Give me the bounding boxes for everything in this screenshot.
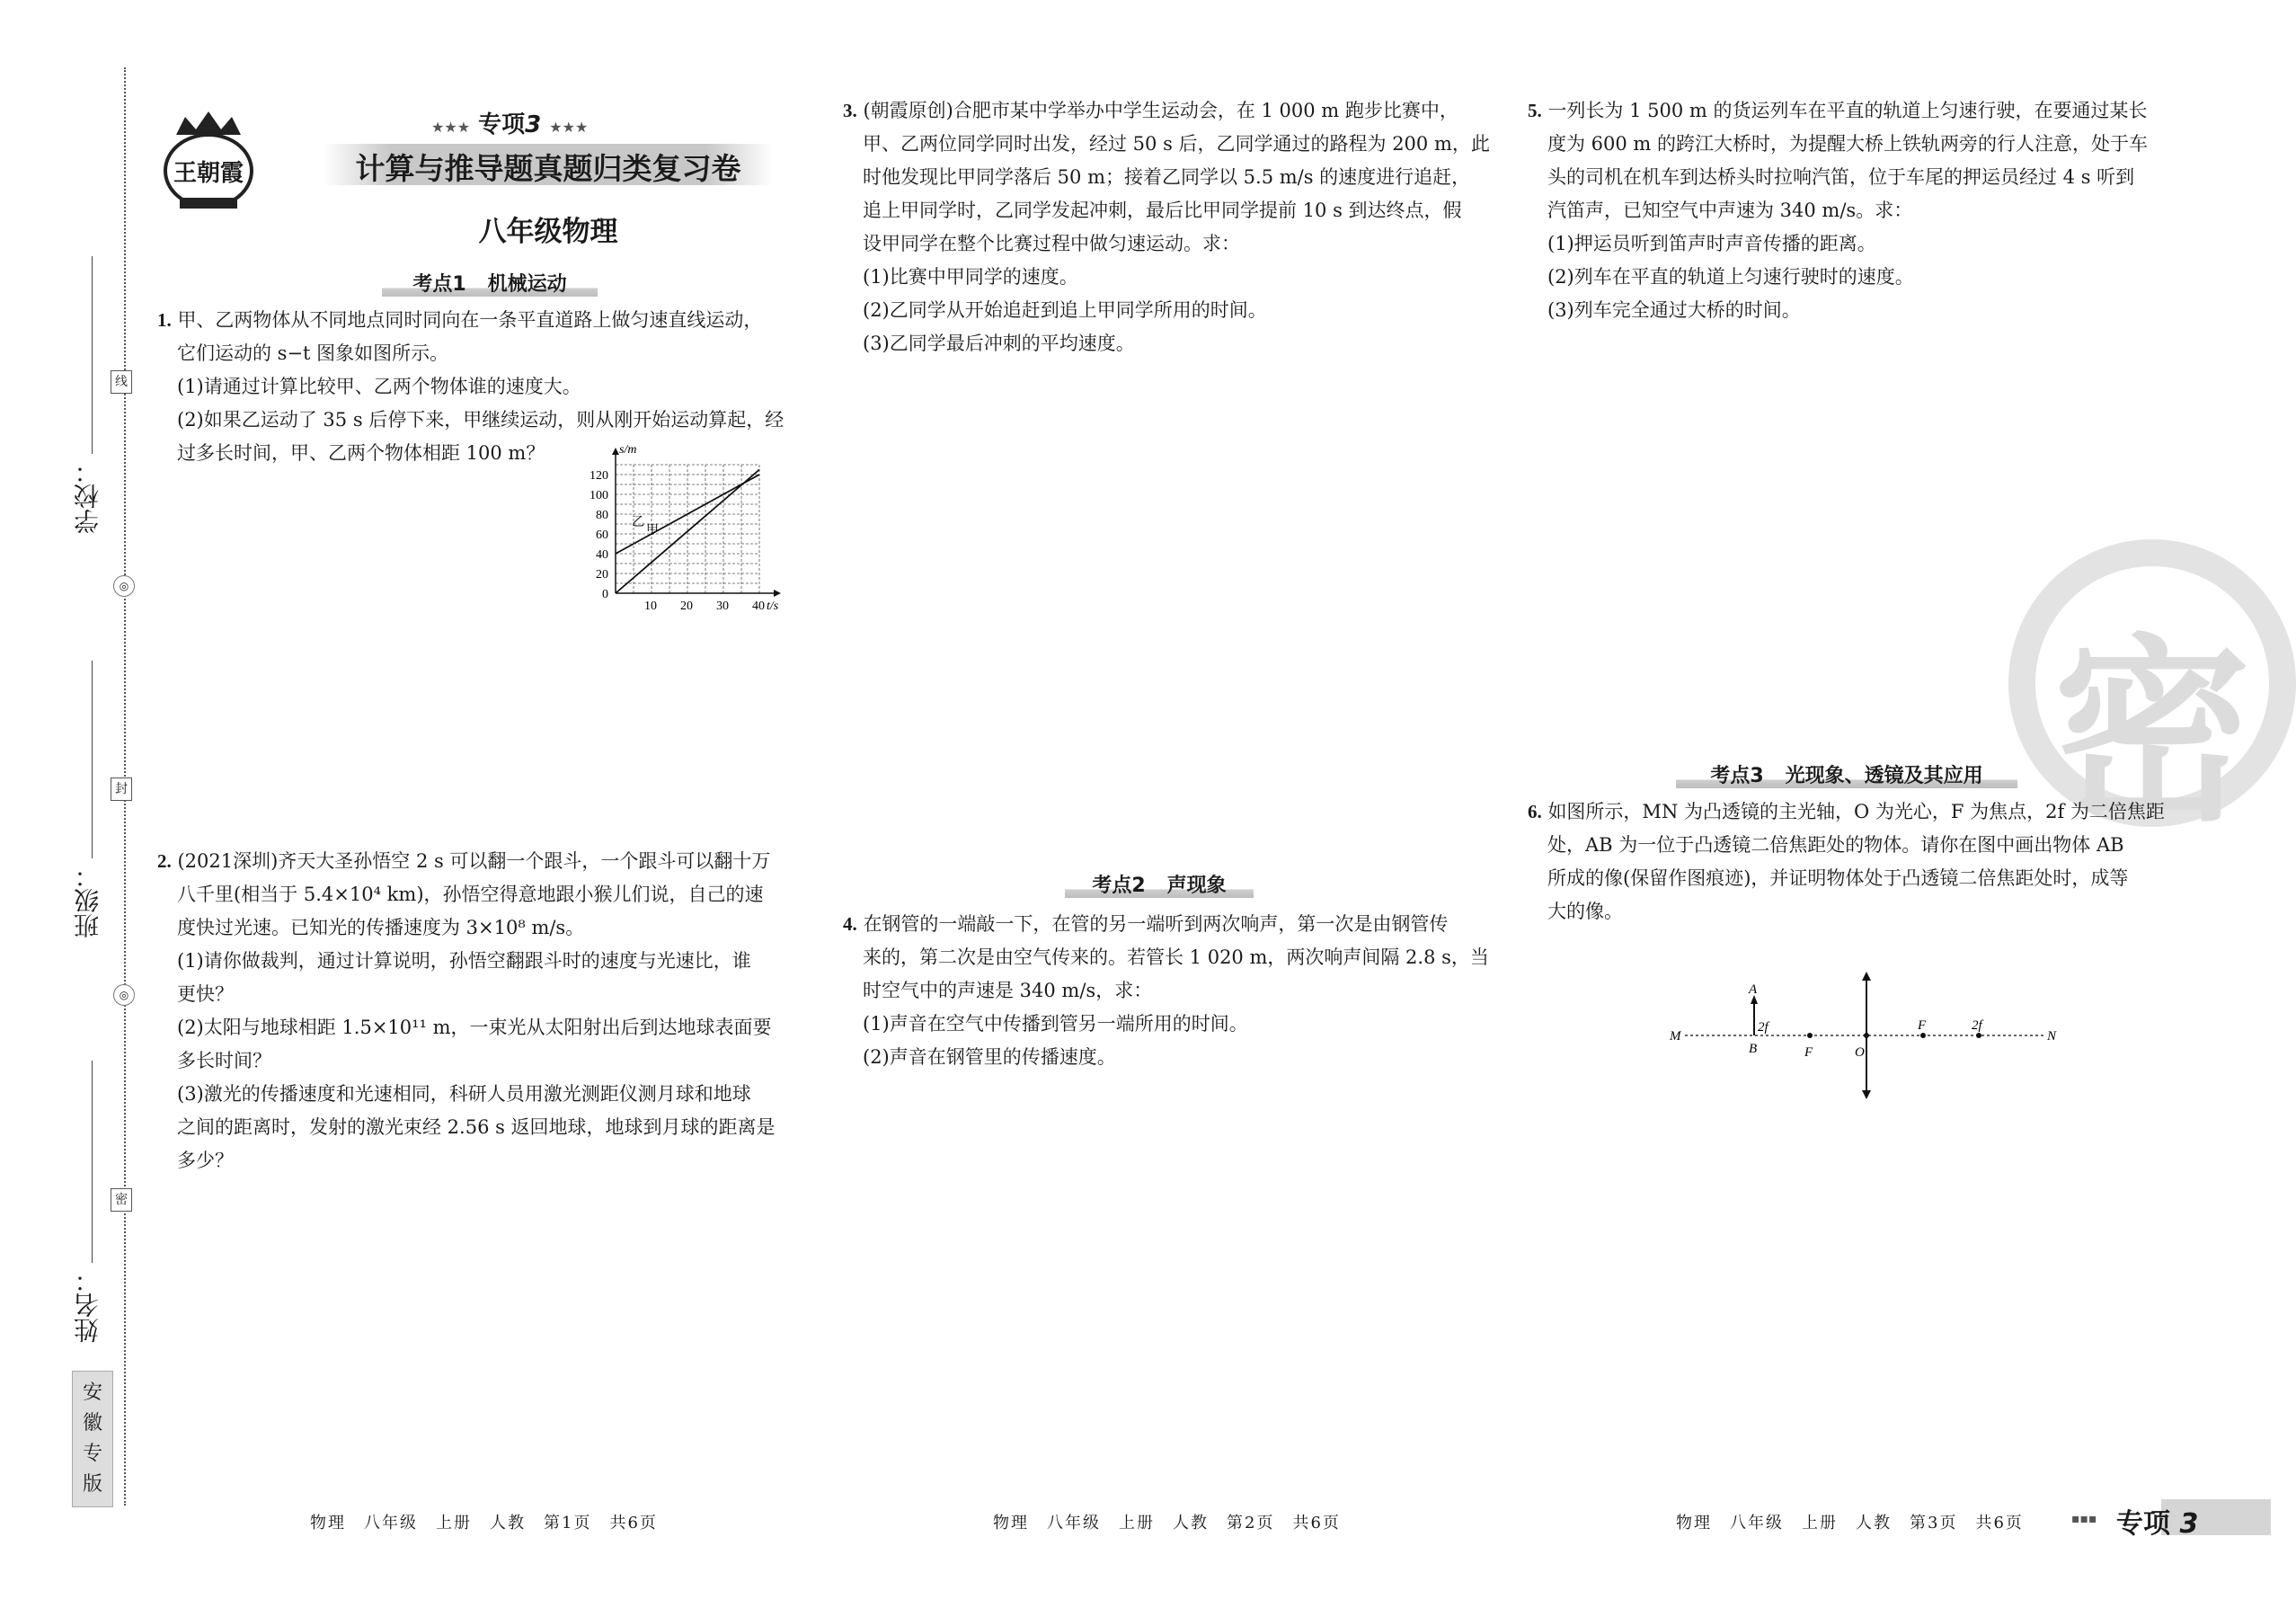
edition-badge: 安 徽 专 版: [72, 1371, 113, 1507]
binding-box-seal: 封: [111, 777, 132, 801]
x-tick-label: 20: [680, 600, 693, 613]
y-tick-label: 100: [590, 489, 608, 502]
y-tick-label: 60: [596, 529, 608, 542]
footer-page-2: 物理 八年级 上册 人教 第2页 共6页: [993, 1514, 1341, 1532]
lens-diagram: [1662, 966, 2067, 1101]
point-o: [1864, 1033, 1869, 1038]
label-o: O: [1855, 1045, 1865, 1060]
binding-ring-icon: ◎: [113, 575, 135, 597]
point-f-left: [1807, 1033, 1813, 1038]
series-label: 乙: [632, 515, 644, 530]
name-label: 姓名：: [73, 1267, 102, 1343]
label-b: B: [1749, 1042, 1758, 1056]
label-m: M: [1670, 1029, 1681, 1044]
class-field-line: [92, 661, 93, 858]
y-tick-label: 120: [590, 469, 608, 483]
series-label: 甲: [646, 523, 659, 537]
label-f-left: F: [1804, 1045, 1813, 1060]
binding-ring-icon: ◎: [113, 984, 135, 1006]
label-f-right: F: [1918, 1018, 1927, 1033]
question-1: 1. 甲、乙两物体从不同地点同时同向在一条平直道路上做匀速直线运动， 它们运动的 s−t 图象如图所示。 (1)请通过计算比较甲、乙两个物体谁的速度大。 (2)如果乙运动了 35 s 后停下来，甲继续运动，则从刚开始运动算起，经 过多长时间，甲、乙两个物体相距 100 m？: [157, 309, 785, 464]
question-4: 4. 在钢管的一端敲一下，在管的另一端听到两次响声，第一次是由钢管传 来的，第二次是由空气传来的。若管长 1 020 m，两次响声间隔 2.8 s，当 时空气中的声速是 340 m/s，求： (1)声音在空气中传播到管另一端所用的时间。 (2)声音在钢管里的传播速度。: [843, 913, 1489, 1068]
y-tick-label: 20: [596, 568, 608, 582]
school-label: 学校：: [73, 458, 102, 534]
question-3: 3. (朝霞原创)合肥市某中学举办中学生运动会，在 1 000 m 跑步比赛中， 甲、乙两位同学同时出发，经过 50 s 后，乙同学通过的路程为 200 m，此 时他发现比甲同学落后 50 m；接着乙同学以 5.5 m/s 的速度进行追赶， 追上甲同学时，乙同学发起冲刺，最后比甲同学提前 10 s 到达终点，假 设甲同学在整个比赛过程中做匀速运动。求： (1)比赛中甲同学的速度。 (2)乙同学从开始追赶到追上甲同学所用的时间。 (3)乙同学最后冲刺的平均速度。: [843, 100, 1490, 354]
question-5: 5. 一列长为 1 500 m 的货运列车在平直的轨道上匀速行驶，在要通过某长 度为 600 m 的跨江大桥时，为提醒大桥上铁轨两旁的行人注意，处于车 头的司机在机车到达桥头时拉响汽笛，位于车尾的押运员经过 4 s 听到 汽笛声，已知空气中声速为 340 m/s。求： (1)押运员听到笛声时声音传播的距离。 (2)列车在平直的轨道上匀速行驶时的速度。 (3)列车完全通过大桥的时间。: [1528, 100, 2149, 321]
class-label: 班级：: [73, 863, 102, 938]
footer-page-1: 物理 八年级 上册 人教 第1页 共6页: [310, 1514, 658, 1532]
x-axis-label: t/s: [767, 600, 779, 613]
question-2: 2. (2021深圳)齐天大圣孙悟空 2 s 可以翻一个跟斗，一个跟斗可以翻十万 八千里(相当于 5.4×10⁴ km)，孙悟空得意地跟小猴儿们说，自己的速 度快过光速。已知光的传播速度为 3×10⁸ m/s。 (1)请你做裁判，通过计算说明，孙悟空翻跟斗时的速度与光速比，谁 更快？ (2)太阳与地球相距 1.5×10¹¹ m，一束光从太阳射出后到达地球表面要 多长时间？ (3)激光的传播速度和光速相同，科研人员用激光测距仪测月球和地球 之间的距离时，发射的激光束经 2.56 s 返回地球，地球到月球的距离是 多少？: [157, 850, 776, 1171]
label-2f-left: 2f: [1758, 1020, 1769, 1035]
y-tick-label: 80: [596, 509, 608, 522]
point-f-right: [1920, 1033, 1926, 1038]
footer-page-3: 物理 八年级 上册 人教 第3页 共6页: [1676, 1514, 2024, 1532]
label-n: N: [2047, 1029, 2057, 1044]
page-subtitle: 八年级物理: [478, 216, 618, 248]
footer-tag: ▪▪▪ 专项 3: [2071, 1499, 2271, 1535]
point-2f-right: [1976, 1033, 1981, 1038]
footer-squares-icon: ▪▪▪: [2071, 1512, 2097, 1526]
label-2f-right: 2f: [1972, 1018, 1982, 1033]
publisher-logo: [160, 108, 257, 216]
name-field-line: [92, 1061, 93, 1263]
page-title: 计算与推导题真题归类复习卷: [355, 151, 741, 186]
section-heading-2: 考点2 声现象: [1065, 869, 1254, 898]
watermark-seal: 密: [2008, 539, 2296, 827]
lens-bottom-arrow: [1862, 1090, 1871, 1099]
y-axis-label: s/m: [619, 443, 637, 457]
st-chart: [575, 443, 809, 616]
section-heading-3: 考点3 光现象、透镜及其应用: [1676, 760, 2017, 788]
x-tick-label: 40: [752, 600, 765, 613]
x-tick-label: 30: [716, 600, 729, 613]
y-tick-label: 0: [602, 588, 608, 601]
question-6: 6. 如图所示，MN 为凸透镜的主光轴，O 为光心，F 为焦点，2f 为二倍焦距 处，AB 为一位于凸透镜二倍焦距处的物体。请你在图中画出物体 AB 所成的像(保留作图痕迹)，并证明物体处于凸透镜二倍焦距处时，成等 大的像。: [1528, 801, 2165, 922]
lens-top-arrow: [1862, 972, 1871, 981]
binding-box-dense: 密: [111, 1188, 132, 1212]
binding-box-line: 线: [111, 370, 132, 394]
school-field-line: [92, 256, 93, 454]
x-axis-arrow: [774, 590, 781, 597]
label-a: A: [1749, 982, 1758, 997]
header-label: ★★★ 专项3 ★★★: [431, 111, 589, 138]
section-heading-1: 考点1 机械运动: [382, 268, 598, 297]
y-tick-label: 40: [596, 548, 608, 562]
x-tick-label: 10: [644, 600, 657, 613]
logo-text: 王朝霞: [173, 160, 244, 187]
